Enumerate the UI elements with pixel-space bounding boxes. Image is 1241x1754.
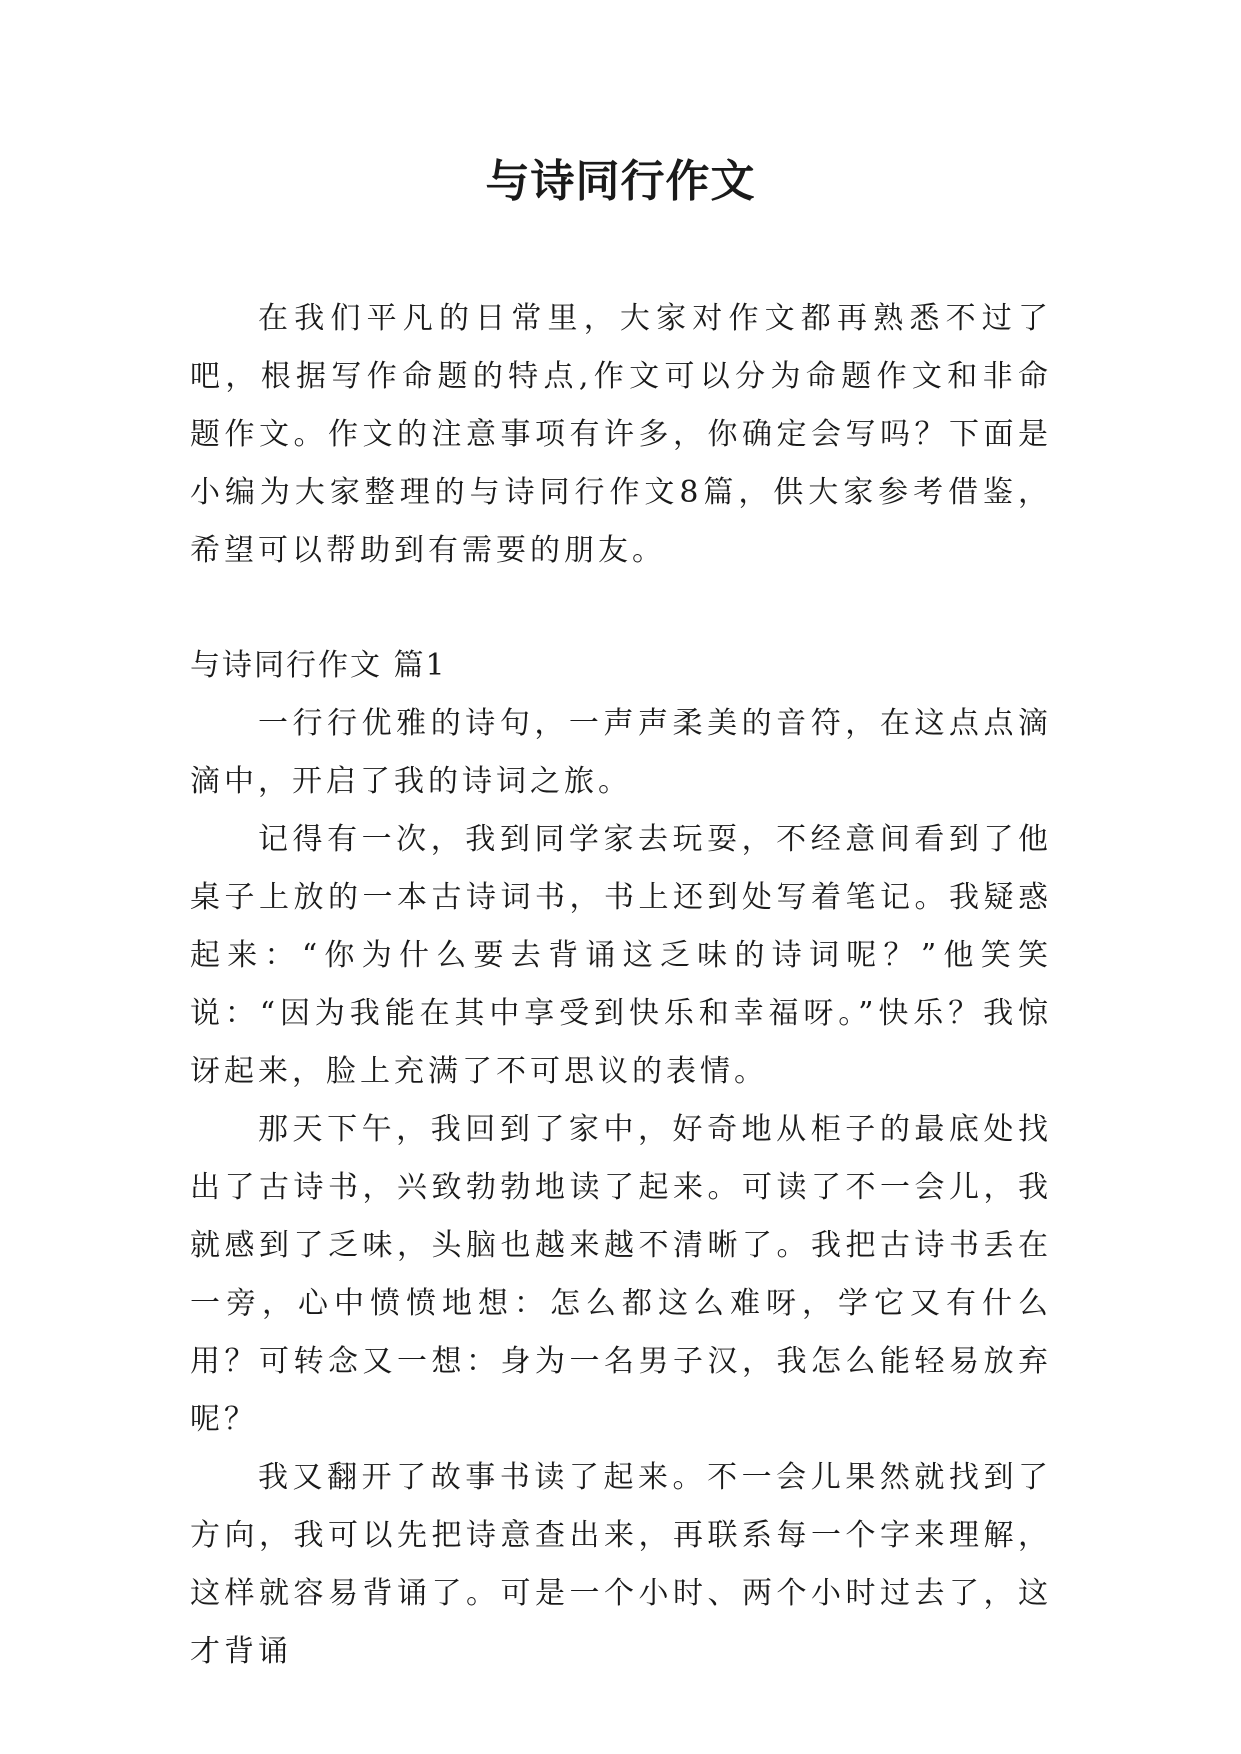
document-title: 与诗同行作文	[485, 156, 756, 207]
body-paragraph: 记得有一次，我到同学家去玩耍，不经意间看到了他桌子上放的一本古诗词书，书上还到处写着笔记。我疑惑起来：“你为什么要去背诵这乏味的诗词呢？”他笑笑说：“因为我能在其中享受到快乐和幸福呀。”快乐？我惊讶起来，脸上充满了不可思议的表情。	[190, 822, 1052, 1089]
intro-paragraph: 在我们平凡的日常里，大家对作文都再熟悉不过了吧，根据写作命题的特点,作文可以分为命题作文和非命题作文。作文的注意事项有许多，你确定会写吗？下面是小编为大家整理的与诗同行作文8篇，供大家参考借鉴，希望可以帮助到有需要的朋友。	[190, 301, 1052, 568]
essay-body	[190, 695, 1052, 1681]
body-paragraph: 那天下午，我回到了家中，好奇地从柜子的最底处找出了古诗书，兴致勃勃地读了起来。可读了不一会儿，我就感到了乏味，头脑也越来越不清晰了。我把古诗书丢在一旁，心中愤愤地想：怎么都这么难呀，学它又有什么用？可转念又一想：身为一名男子汉，我怎么能轻易放弃呢？	[190, 1112, 1052, 1437]
section-heading: 与诗同行作文 篇1	[190, 648, 447, 683]
body-paragraph: 我又翻开了故事书读了起来。不一会儿果然就找到了方向，我可以先把诗意查出来，再联系每一个字来理解，这样就容易背诵了。可是一个小时、两个小时过去了，这才背诵	[190, 1460, 1052, 1669]
body-paragraph: 一行行优雅的诗句，一声声柔美的音符，在这点点滴滴中，开启了我的诗词之旅。	[190, 706, 1052, 799]
